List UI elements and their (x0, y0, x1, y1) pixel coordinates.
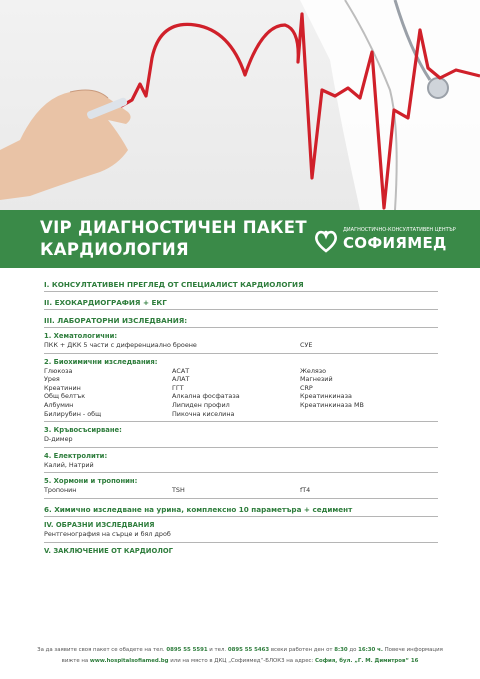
logo-name: СОФИЯМЕД (343, 234, 447, 252)
contact-footer (0, 645, 480, 666)
list-item: АСАТ (172, 366, 190, 375)
sofiamed-logo (313, 222, 456, 260)
list-item: ПКК + ДКК 5 части с диференциално броене (44, 341, 197, 349)
package-contents (44, 278, 438, 556)
package-title (40, 217, 307, 261)
list-item: Желязо (300, 366, 327, 375)
hero-image (0, 0, 480, 210)
list-item: Рентгенография на сърце и бял дроб (44, 529, 171, 538)
footer-line-1: За да заявите своя пакет се обадете на тел. 0895 55 5591 и тел. 0895 55 5463 всеки работен ден от 8:30 до 16:30 ч. Повече информация (37, 647, 443, 653)
ecg-illustration (0, 0, 480, 210)
biochemistry-block (44, 358, 438, 423)
list-item: Пикочна киселина (172, 409, 235, 418)
section-conclusion: V. ЗАКЛЮЧЕНИЕ ОТ КАРДИОЛОГ (44, 546, 173, 555)
title-line-1: VIP ДИАГНОСТИЧЕН ПАКЕТ (40, 218, 307, 237)
website-link[interactable]: www.hospitalsofiamed.bg (89, 657, 169, 664)
hematology-title: 1. Хематологични: (44, 332, 118, 340)
list-item: CRP (300, 383, 313, 392)
footer-line-2: вижте на www.hospitalsofiamed.bg или на място в ДКЦ „Софиямед“-БЛОК3 на адрес: София, бул. „Г. М. Димитров“ 16 (61, 657, 419, 664)
heart-logo-icon (313, 228, 339, 254)
list-item: СУЕ (300, 341, 313, 349)
list-item: Липиден профил (172, 400, 230, 409)
list-item: Общ белтък (44, 392, 86, 401)
hormones-title: 5. Хормони и тропонин: (44, 477, 138, 486)
list-item: Калий, Натрий (44, 460, 94, 469)
list-item: Алкална фосфатаза (172, 392, 240, 401)
list-item: TSH (172, 486, 185, 495)
section-urinalysis: 6. Химично изследване на урина, комплексно 10 параметъра + седимент (44, 503, 438, 517)
phone-2: 0895 55 5463 (227, 647, 270, 653)
address: София, бул. „Г. М. Димитров“ 16 (315, 657, 419, 664)
phone-1: 0895 55 5591 (166, 647, 208, 653)
list-item: ГГТ (172, 383, 184, 392)
logo-tagline: ДИАГНОСТИЧНО-КОНСУЛТАТИВЕН ЦЕНТЪР (343, 227, 456, 233)
list-item: fT4 (300, 486, 311, 495)
imaging-title: IV. ОБРАЗНИ ИЗСЛЕДВАНИЯ (44, 520, 155, 529)
coagulation-block (44, 426, 438, 448)
coagulation-title: 3. Кръвосъсирване: (44, 426, 122, 435)
list-item: Урея (44, 375, 60, 384)
list-item: АЛАТ (172, 375, 190, 384)
list-item: Тропонин (44, 486, 77, 495)
list-item: Креатинкиназа MB (300, 400, 364, 409)
list-item: D-димер (44, 435, 73, 444)
electrolytes-block (44, 452, 438, 474)
list-item: Билирубин - общ (44, 409, 102, 418)
electrolytes-title: 4. Електролити: (44, 451, 108, 460)
list-item: Магнезий (300, 375, 333, 384)
title-line-2: КАРДИОЛОГИЯ (40, 240, 189, 259)
list-item (300, 410, 438, 419)
hematology-block (44, 332, 438, 354)
hormones-block (44, 477, 438, 499)
list-item: Глюкоза (44, 366, 73, 375)
biochemistry-title: 2. Биохимични изследвания: (44, 357, 158, 366)
section-lab-tests: III. ЛАБОРАТОРНИ ИЗСЛЕДВАНИЯ: (44, 314, 438, 328)
section-consultation: I. КОНСУЛТАТИВЕН ПРЕГЛЕД ОТ СПЕЦИАЛИСТ КАРДИОЛОГИЯ (44, 278, 438, 292)
list-item: Креатинин (44, 383, 81, 392)
imaging-block (44, 521, 438, 543)
list-item: Креатинкиназа (300, 392, 352, 401)
section-echo-ecg: II. ЕХОКАРДИОГРАФИЯ + ЕКГ (44, 296, 438, 310)
list-item: Албумин (44, 400, 74, 409)
